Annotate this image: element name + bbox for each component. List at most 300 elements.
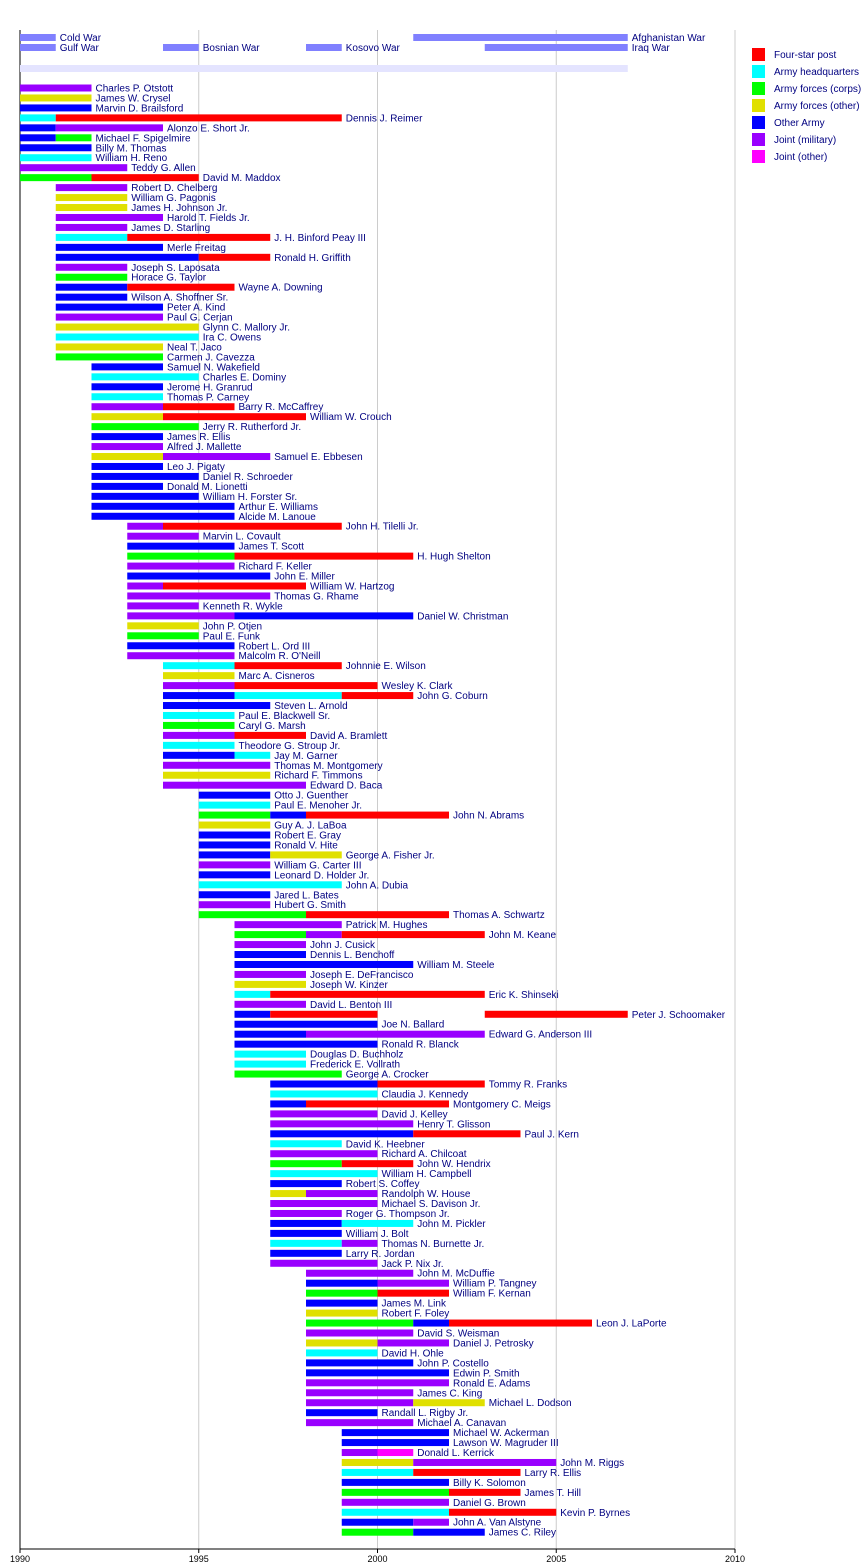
bar-army-other [92,413,164,420]
bar-other-army [342,1429,449,1436]
bar-army-corps [56,274,128,281]
officer-label: Randall L. Rigby Jr. [381,1408,469,1420]
officer-label: Jay M. Garner [274,750,338,762]
bar-four-star [306,812,449,819]
officer-label: Otto J. Guenther [274,790,349,802]
officer-label: Jerry R. Rutherford Jr. [202,422,302,434]
bar-army-corps [235,931,307,938]
bar-four-star [56,114,342,121]
bar-army-corps [199,911,306,918]
bar-other-army [127,543,234,550]
bar-other-army [127,642,234,649]
bar-other-army [20,134,56,141]
bar-other-army [270,812,306,819]
officer-label: David J. Kelley [381,1109,448,1121]
war-label: Bosnian War [202,43,260,54]
bar-four-star [342,1160,414,1167]
bar-joint-military [127,592,270,599]
bar-other-army [306,1369,449,1376]
bar-other-army [56,294,128,301]
bar-army-hq [235,1061,307,1068]
officer-label: Steven L. Arnold [274,701,348,713]
officer-label: Ronald R. Blanck [381,1039,459,1051]
bar-other-army [56,244,163,251]
officer-label: David L. Benton III [310,999,393,1011]
bar-army-hq [235,1051,307,1058]
bar-four-star [449,1320,592,1327]
bar-four-star [270,991,485,998]
officer-label: Thomas P. Carney [167,392,250,404]
officer-label: Arthur E. Williams [238,501,318,513]
bar-other-army [270,1180,342,1187]
officer-label: Jared L. Bates [274,890,339,902]
officer-label: Jack P. Nix Jr. [381,1258,444,1270]
officer-label: Thomas G. Rhame [274,591,359,603]
bar-other-army [163,702,270,709]
bar-army-other [342,1459,414,1466]
officer-label: Edward D. Baca [310,780,383,792]
officer-label: Daniel W. Christman [417,611,509,623]
bar-army-hq [342,1220,414,1227]
bar-joint-military [306,1389,413,1396]
bar-army-hq [20,154,92,161]
bar-joint-military [270,1150,377,1157]
officer-label: Ronald E. Adams [453,1378,531,1390]
officer-label: Daniel R. Schroeder [202,471,293,483]
officer-label: Michael L. Dodson [488,1398,572,1410]
bar-joint-military [56,214,163,221]
bar-army-hq [199,881,342,888]
officer-label: Claudia J. Kennedy [381,1089,469,1101]
war-label: Iraq War [631,43,670,54]
officer-label: William M. Steele [417,959,495,971]
bar-four-star [378,1081,485,1088]
bar-four-star [378,1290,450,1297]
bar-four-star [163,583,306,590]
officer-label: Kenneth R. Wykle [202,601,283,613]
bar-joint-military [235,1001,307,1008]
officer-label: William H. Forster Sr. [202,491,298,503]
officer-label: Alcide M. Lanoue [238,511,316,523]
officer-label: Joseph E. DeFrancisco [310,969,414,981]
officer-label: Michael A. Canavan [417,1418,507,1430]
war-label: Afghanistan War [631,33,706,44]
bar-other-army [413,1320,449,1327]
bar-other-army [163,692,235,699]
officer-label: Paul G. Cerjan [167,312,233,324]
bar-army-corps [306,1290,378,1297]
tick-label-1995: 1995 [188,1554,209,1564]
bar-joint-military [163,732,235,739]
officer-label: Billy K. Solomon [453,1477,526,1489]
bar-other-army [199,792,271,799]
bar-other-army [270,1081,377,1088]
officer-label: David M. Maddox [202,173,281,185]
bar-four-star [413,1469,520,1476]
bar-other-army [235,1021,378,1028]
bar-army-hq [306,1349,378,1356]
officer-label: John E. Miller [274,571,335,583]
bar-army-hq [235,752,271,759]
bar-army-hq [20,114,56,121]
bar-other-army [92,383,164,390]
officer-label: Donald M. Lionetti [167,481,248,493]
officer-label: Tommy R. Franks [488,1079,568,1091]
officer-label: Michael F. Spigelmire [95,133,191,145]
bar-other-army [92,493,199,500]
bar-army-hq [92,393,164,400]
officer-label: John W. Hendrix [417,1159,491,1171]
officer-label: Samuel N. Wakefield [167,362,260,374]
tick-label-2005: 2005 [546,1554,567,1564]
war-bar [20,44,56,51]
bar-joint-military [127,523,163,530]
bar-army-other [199,822,271,829]
officer-label: Carmen J. Cavezza [167,352,255,364]
legend-swatch [752,133,765,146]
bar-army-other [270,1190,306,1197]
bar-army-hq [163,742,235,749]
bar-other-army [20,124,56,131]
bar-four-star [235,682,378,689]
officer-label: Kevin P. Byrnes [560,1507,631,1519]
officer-label: Michael S. Davison Jr. [381,1199,481,1211]
legend-label: Joint (other) [774,152,828,163]
officer-label: Robert F. Foley [381,1308,450,1320]
bar-army-hq [235,991,271,998]
officer-label: Wesley K. Clark [381,681,453,693]
bar-army-other [56,343,163,350]
officer-label: Michael W. Ackerman [453,1428,550,1440]
bar-army-hq [342,1469,414,1476]
officer-label: William H. Reno [95,153,168,165]
bar-army-corps [342,1529,414,1536]
bar-joint-military [270,1200,377,1207]
officer-label: Peter A. Kind [167,302,226,314]
bar-four-star [306,911,449,918]
officer-label: David S. Weisman [417,1328,500,1340]
bar-four-star [127,234,270,241]
officer-label: William F. Kernan [453,1288,531,1300]
bar-joint-military [56,184,128,191]
bar-army-other [270,851,342,858]
bar-joint-military [20,164,127,171]
bar-joint-military [342,1449,378,1456]
war-bar [485,44,628,51]
officer-label: David H. Ohle [381,1348,444,1360]
officer-label: Richard F. Timmons [274,770,363,782]
bar-four-star [306,1100,449,1107]
bar-four-star [342,692,414,699]
bar-other-army [199,841,271,848]
officer-label: James C. King [417,1388,483,1400]
bar-other-army [127,573,270,580]
officer-label: George A. Crocker [345,1069,429,1081]
bar-army-corps [270,1160,342,1167]
bar-four-star [235,553,414,560]
bar-other-army [199,871,271,878]
bar-other-army [92,463,164,470]
officer-label: Marc A. Cisneros [238,671,315,683]
bar-other-army [56,304,163,311]
officer-label: Douglas D. Buchholz [310,1049,404,1061]
bar-other-army [92,513,235,520]
bar-joint-military [56,224,128,231]
bar-army-corps [92,423,199,430]
officer-label: Ira C. Owens [202,332,262,344]
bar-other-army [199,832,271,839]
bar-joint-military [235,971,307,978]
bar-joint-military [378,1339,450,1346]
bar-other-army [92,363,164,370]
officer-label: Thomas M. Montgomery [274,760,383,772]
officer-label: Randolph W. House [381,1189,471,1201]
bar-other-army [306,1359,413,1366]
bar-army-other [56,204,128,211]
officer-label: Billy M. Thomas [95,143,167,155]
bar-joint-military [235,921,342,928]
x-axis [10,1549,745,1564]
bar-four-star [163,413,306,420]
officer-label: John M. Pickler [417,1218,486,1230]
bar-army-other [56,324,199,331]
bar-joint-military [163,762,270,769]
war-label: Cold War [59,33,102,44]
bar-army-hq [270,1170,377,1177]
bar-army-corps [306,1320,413,1327]
officer-label: Teddy G. Allen [131,163,196,175]
officer-label: Henry T. Glisson [417,1119,491,1131]
officer-label: Robert E. Gray [274,830,341,842]
bar-army-hq [56,234,128,241]
bar-other-army [199,891,271,898]
officer-label: Horace G. Taylor [131,272,207,284]
officer-label: Joseph W. Kinzer [310,979,388,991]
bar-four-star [92,174,199,181]
officer-label: Caryl G. Marsh [238,720,306,732]
war-bar [20,34,56,41]
war-bars [20,33,706,72]
bar-four-star [235,662,342,669]
bar-other-army [235,1041,378,1048]
bar-joint-military [92,443,164,450]
officer-label: James T. Hill [524,1487,581,1499]
war-bar [163,44,199,51]
bar-other-army [92,433,164,440]
bar-other-army [20,104,92,111]
bar-joint-military [163,682,235,689]
bar-army-hq [56,334,199,341]
bar-army-other [306,1310,378,1317]
bar-joint-military [270,1110,377,1117]
bar-army-other [20,94,92,101]
bar-army-hq [163,662,235,669]
bar-joint-military [127,533,199,540]
war-bar [306,44,342,51]
bar-army-corps [342,1489,449,1496]
bar-other-army [235,612,414,619]
officer-label: Daniel J. Petrosky [453,1338,534,1350]
officer-label: Thomas A. Schwartz [453,910,545,922]
bar-army-corps [20,174,92,181]
bar-army-hq [199,802,271,809]
bar-joint-military [92,403,164,410]
bar-army-corps [235,1071,342,1078]
officer-label: Harold T. Fields Jr. [167,212,250,224]
officer-label: John M. McDuffie [417,1268,495,1280]
tick-label-2010: 2010 [724,1554,746,1564]
bar-army-corps [127,632,199,639]
war-bar [413,34,628,41]
officer-label: Ronald H. Griffith [274,252,351,264]
officer-label: Frederick E. Vollrath [310,1059,401,1071]
officer-label: James W. Crysel [95,93,171,105]
legend-swatch [752,150,765,163]
officer-label: Roger G. Thompson Jr. [345,1208,450,1220]
bar-joint-military [306,1270,413,1277]
officer-label: George A. Fisher Jr. [345,850,435,862]
bar-other-army [235,1011,271,1018]
officer-label: Larry R. Jordan [345,1248,415,1260]
officer-label: David K. Heebner [345,1139,425,1151]
bar-joint-military [56,314,163,321]
bar-joint-military [306,1399,413,1406]
officer-label: Eric K. Shinseki [488,989,559,1001]
bar-other-army [235,961,414,968]
bar-army-other [413,1399,485,1406]
bar-other-army [92,483,164,490]
officer-label: Lawson W. Magruder III [453,1438,559,1450]
bar-other-army [306,1409,378,1416]
officer-label: Charles E. Dominy [202,372,287,384]
bar-other-army [92,473,199,480]
bar-joint-military [199,901,271,908]
bar-joint-other [378,1449,414,1456]
officer-label: Guy A. J. LaBoa [274,820,347,832]
officer-label: James H. Johnson Jr. [131,203,228,215]
bar-four-star [449,1489,521,1496]
bar-joint-military [127,652,234,659]
legend-label: Army headquarters [774,67,860,78]
bar-joint-military [413,1459,556,1466]
officer-label: James D. Starling [131,222,211,234]
officer-label: John M. Keane [488,930,557,942]
bar-other-army [270,1250,342,1257]
officer-label: Leo J. Pigaty [167,461,225,473]
bar-other-army [342,1439,449,1446]
officer-label: Edward G. Anderson III [488,1029,593,1041]
officer-label: Marvin D. Brailsford [95,103,184,115]
officer-label: James M. Link [381,1298,446,1310]
officer-label: John M. Riggs [560,1457,625,1469]
bar-joint-military [127,583,163,590]
bar-joint-military [127,612,234,619]
officer-label: Malcolm R. O'Neill [238,651,321,663]
bar-joint-military [342,1240,378,1247]
bar-four-star [199,254,271,261]
bar-joint-military [163,453,270,460]
bar-other-army [92,503,235,510]
bar-four-star [163,403,235,410]
bar-joint-military [56,264,128,271]
officer-label: Dennis J. Reimer [345,113,423,125]
tick-label-1990: 1990 [9,1554,31,1564]
officer-label: Joe N. Ballard [381,1019,445,1031]
officer-label: Donald L. Kerrick [417,1448,494,1460]
legend-swatch [752,82,765,95]
officer-label: David A. Bramlett [310,730,388,742]
officer-label: Dennis L. Benchoff [310,950,395,962]
bar-other-army [235,1031,307,1038]
officer-label: Glynn C. Mallory Jr. [202,322,290,334]
officer-label: John A. Van Alstyne [453,1517,542,1529]
war-separator-bar [20,65,628,72]
bar-other-army [56,284,128,291]
bar-army-corps [163,722,235,729]
bar-four-star [163,523,342,530]
officer-label: Theodore G. Stroup Jr. [238,740,341,752]
bar-joint-military [127,563,234,570]
officer-label: Paul E. Funk [202,631,261,643]
bar-army-corps [127,553,234,560]
officer-label: Montgomery C. Meigs [453,1099,551,1111]
officer-label: Patrick M. Hughes [345,920,428,932]
officer-label: H. Hugh Shelton [417,551,491,563]
officer-label: John H. Tilelli Jr. [345,521,419,533]
officer-label: Neal T. Jaco [167,342,222,354]
legend-label: Other Army [774,118,825,129]
officer-label: James R. Ellis [167,432,231,444]
bar-four-star [449,1509,556,1516]
bar-joint-military [270,1260,377,1267]
officer-label: Johnnie E. Wilson [345,661,426,673]
officer-label: Leonard D. Holder Jr. [274,870,370,882]
bar-joint-military [235,941,307,948]
bar-joint-military [56,124,163,131]
officer-label: Charles P. Otstott [95,83,174,95]
officer-label: William J. Bolt [345,1228,409,1240]
bar-army-other [163,672,235,679]
bar-other-army [342,1479,449,1486]
officer-label: William H. Campbell [381,1169,472,1181]
bar-joint-military [306,931,342,938]
bar-joint-military [270,1210,342,1217]
bar-other-army [413,1529,485,1536]
officer-label: Wayne A. Downing [238,282,323,294]
officer-label: James C. Riley [488,1527,556,1539]
legend-label: Army forces (corps) [774,84,862,95]
officer-label: Peter J. Schoomaker [631,1009,726,1021]
officer-label: Paul J. Kern [524,1129,579,1141]
bar-other-army [342,1519,414,1526]
officer-label: Thomas N. Burnette Jr. [381,1238,485,1250]
bar-four-star [235,732,307,739]
bar-joint-military [306,1419,413,1426]
bar-joint-military [306,1031,485,1038]
bar-army-hq [235,692,342,699]
bar-other-army [163,752,235,759]
bar-army-other [306,1339,378,1346]
legend-label: Joint (military) [774,135,837,146]
officer-label: Paul E. Blackwell Sr. [238,710,331,722]
bar-joint-military [342,1499,449,1506]
legend-swatch [752,99,765,112]
bar-other-army [235,951,307,958]
officer-label: John P. Otjen [202,621,263,633]
bar-army-other [163,772,270,779]
legend-swatch [752,65,765,78]
officer-label: James T. Scott [238,541,304,553]
